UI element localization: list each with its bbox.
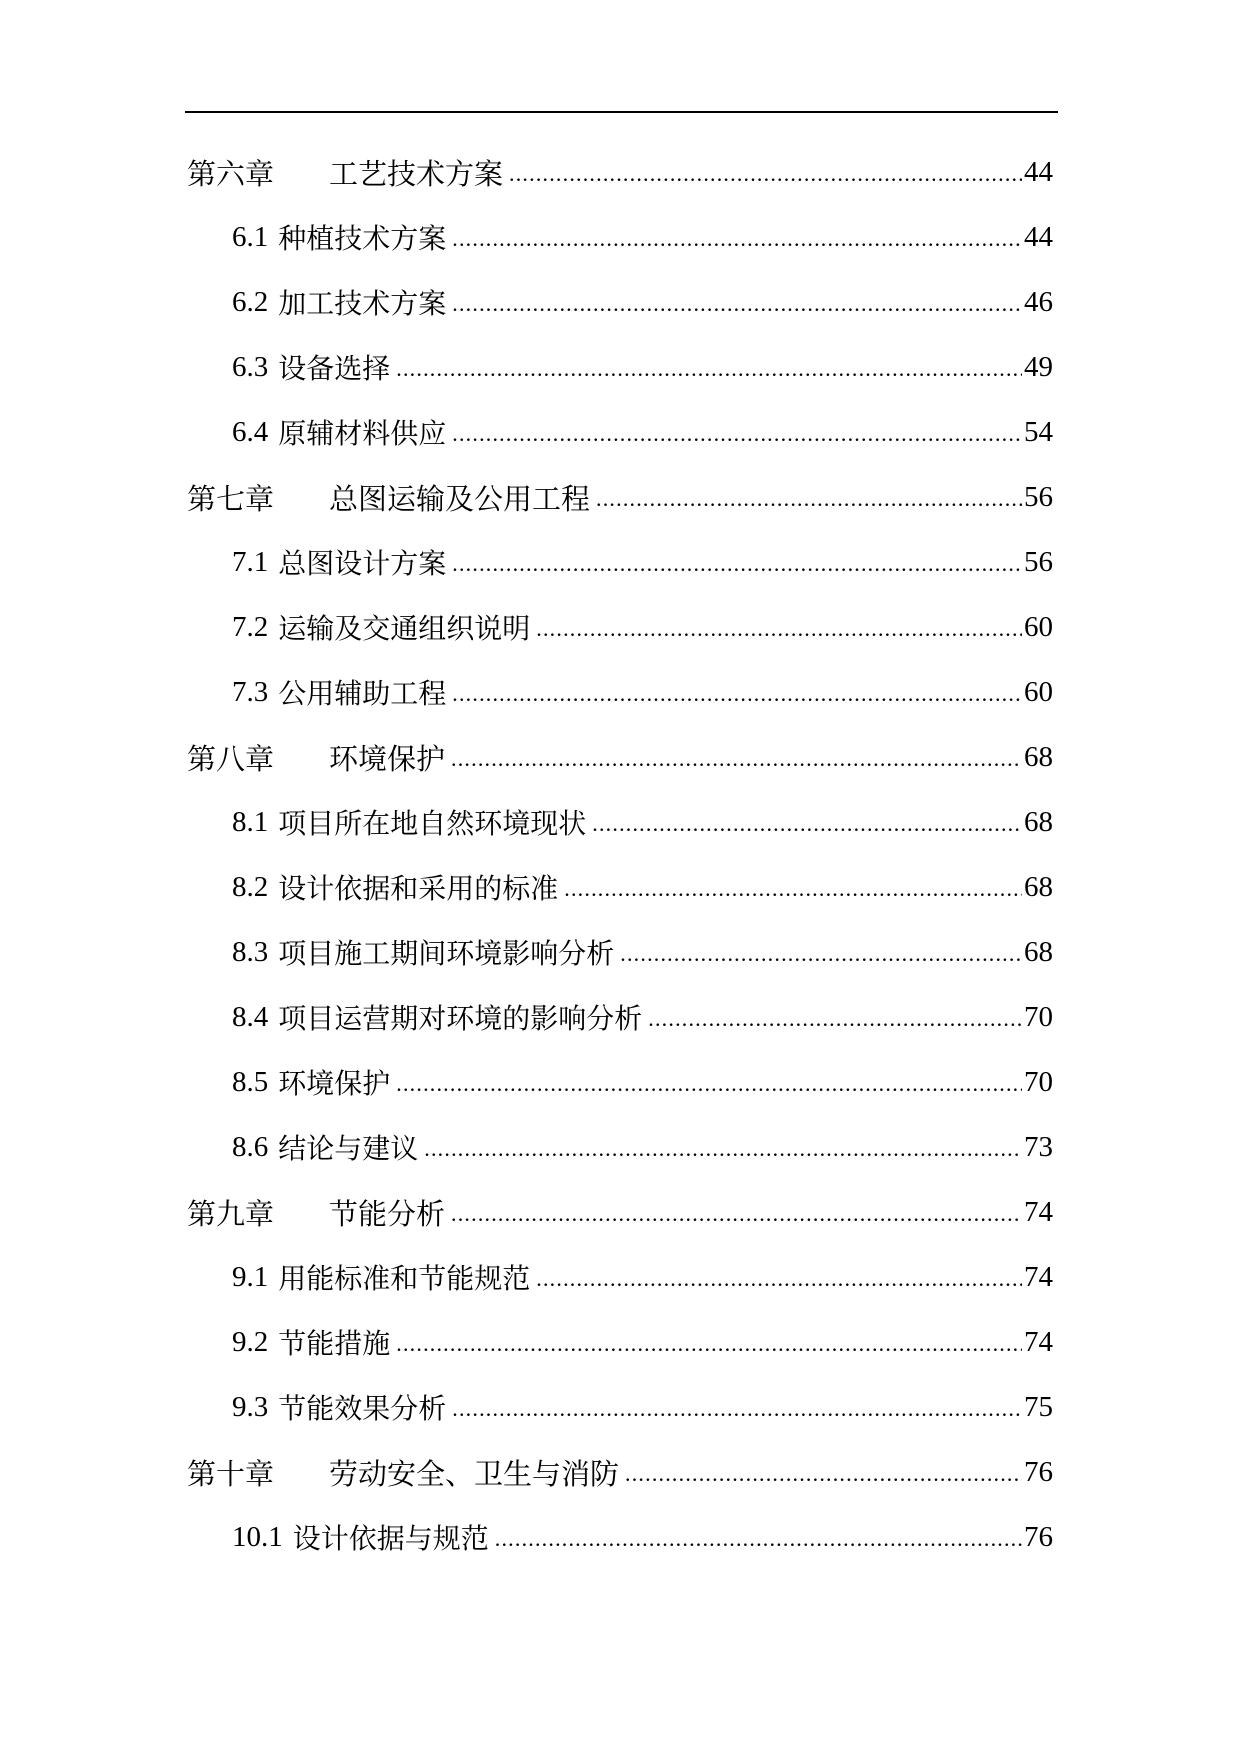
header-rule — [185, 111, 1058, 113]
toc-section-number: 6.2 — [232, 285, 269, 318]
toc-entry-title: 项目运营期对环境的影响分析 — [278, 1002, 643, 1035]
toc-section-entry[interactable] — [232, 412, 1053, 452]
toc-section-number: 6.3 — [232, 350, 269, 383]
toc-entry-title: 环境保护 — [329, 741, 446, 776]
toc-section-entry[interactable] — [232, 607, 1053, 647]
toc-dot-leader — [509, 163, 1022, 192]
toc-entry-title: 节能效果分析 — [278, 1392, 447, 1425]
toc-dot-leader — [451, 748, 1022, 777]
toc-dot-leader — [452, 228, 1022, 257]
toc-page-number: 44 — [1024, 220, 1053, 253]
toc-chapter-entry[interactable] — [187, 477, 1053, 517]
toc-dot-leader — [452, 683, 1022, 712]
toc-chapter-entry[interactable] — [187, 1192, 1053, 1232]
toc-section-number: 6.1 — [232, 220, 269, 253]
toc-entry-title: 运输及交通组织说明 — [278, 612, 531, 645]
toc-dot-leader — [396, 1073, 1022, 1102]
toc-page-number: 74 — [1024, 1195, 1053, 1228]
toc-page-number: 73 — [1024, 1130, 1053, 1163]
toc-section-number: 8.4 — [232, 1000, 269, 1033]
toc-page-number: 68 — [1024, 805, 1053, 838]
toc-page-number: 56 — [1024, 545, 1053, 578]
toc-page-number: 56 — [1024, 480, 1053, 513]
toc-section-entry[interactable] — [232, 802, 1053, 842]
toc-entry-title: 加工技术方案 — [278, 287, 447, 320]
toc-page-number: 46 — [1024, 285, 1053, 318]
toc-section-entry[interactable] — [232, 932, 1053, 972]
toc-page-number: 44 — [1024, 155, 1053, 188]
toc-dot-leader — [452, 423, 1022, 452]
toc-page-number: 76 — [1024, 1455, 1053, 1488]
toc-page-number: 60 — [1024, 675, 1053, 708]
toc-dot-leader — [424, 1138, 1022, 1167]
toc-entry-title: 工艺技术方案 — [329, 156, 504, 191]
toc-section-entry[interactable] — [232, 217, 1053, 257]
toc-section-entry[interactable] — [232, 1127, 1053, 1167]
toc-dot-leader — [592, 813, 1022, 842]
toc-section-number: 10.1 — [232, 1520, 283, 1553]
toc-section-entry[interactable] — [232, 347, 1053, 387]
toc-section-entry[interactable] — [232, 1257, 1053, 1297]
toc-chapter-entry[interactable] — [187, 1452, 1053, 1492]
toc-section-number: 9.1 — [232, 1260, 269, 1293]
toc-page-number: 68 — [1024, 935, 1053, 968]
toc-entry-title: 用能标准和节能规范 — [278, 1262, 531, 1295]
toc-chapter-number: 第九章 — [187, 1196, 275, 1231]
toc-section-number: 8.5 — [232, 1065, 269, 1098]
toc-section-entry[interactable] — [232, 542, 1053, 582]
toc-dot-leader — [536, 618, 1022, 647]
toc-dot-leader — [536, 1268, 1022, 1297]
toc-entry-title: 总图运输及公用工程 — [329, 481, 591, 516]
toc-section-number: 8.6 — [232, 1130, 269, 1163]
toc-section-number: 7.1 — [232, 545, 269, 578]
toc-entry-title: 设计依据与规范 — [292, 1522, 489, 1555]
toc-entry-title: 劳动安全、卫生与消防 — [329, 1456, 620, 1491]
toc-section-entry[interactable] — [232, 1387, 1053, 1427]
toc-dot-leader — [648, 1008, 1022, 1037]
toc-entry-title: 公用辅助工程 — [278, 677, 447, 710]
toc-entry-title: 结论与建议 — [278, 1132, 419, 1165]
toc-page-number: 49 — [1024, 350, 1053, 383]
toc-dot-leader — [596, 488, 1022, 517]
toc-page-number: 70 — [1024, 1000, 1053, 1033]
toc-entry-title: 节能措施 — [278, 1327, 391, 1360]
toc-page-number: 54 — [1024, 415, 1053, 448]
toc-section-number: 9.3 — [232, 1390, 269, 1423]
toc-page-number: 60 — [1024, 610, 1053, 643]
toc-entry-title: 环境保护 — [278, 1067, 391, 1100]
toc-chapter-number: 第七章 — [187, 481, 275, 516]
toc-section-entry[interactable] — [232, 997, 1053, 1037]
toc-page-number: 75 — [1024, 1390, 1053, 1423]
toc-chapter-entry[interactable] — [187, 737, 1053, 777]
toc-section-entry[interactable] — [232, 282, 1053, 322]
toc-entry-title: 总图设计方案 — [278, 547, 447, 580]
toc-section-entry[interactable] — [232, 1062, 1053, 1102]
toc-dot-leader — [620, 943, 1022, 972]
toc-section-entry[interactable] — [232, 1322, 1053, 1362]
toc-dot-leader — [625, 1463, 1022, 1492]
toc-section-number: 8.1 — [232, 805, 269, 838]
toc-entry-title: 原辅材料供应 — [278, 417, 447, 450]
toc-section-number: 7.2 — [232, 610, 269, 643]
toc-entry-title: 项目所在地自然环境现状 — [278, 807, 587, 840]
toc-dot-leader — [451, 1203, 1022, 1232]
toc-section-number: 6.4 — [232, 415, 269, 448]
toc-entry-title: 设备选择 — [278, 352, 391, 385]
toc-dot-leader — [452, 553, 1022, 582]
toc-chapter-number: 第六章 — [187, 156, 275, 191]
toc-chapter-number: 第十章 — [187, 1456, 275, 1491]
toc-chapter-entry[interactable] — [187, 152, 1053, 192]
toc-section-entry[interactable] — [232, 672, 1053, 712]
toc-entry-title: 设计依据和采用的标准 — [278, 872, 559, 905]
toc-section-entry[interactable] — [232, 867, 1053, 907]
toc-page-number: 76 — [1024, 1520, 1053, 1553]
toc-page-number: 74 — [1024, 1260, 1053, 1293]
toc-section-number: 7.3 — [232, 675, 269, 708]
toc-entry-title: 种植技术方案 — [278, 222, 447, 255]
toc-dot-leader — [452, 293, 1022, 322]
toc-dot-leader — [452, 1398, 1022, 1427]
toc-chapter-number: 第八章 — [187, 741, 275, 776]
toc-entry-title: 项目施工期间环境影响分析 — [278, 937, 615, 970]
toc-section-number: 8.3 — [232, 935, 269, 968]
toc-section-number: 9.2 — [232, 1325, 269, 1358]
toc-page-number: 68 — [1024, 870, 1053, 903]
toc-dot-leader — [564, 878, 1022, 907]
toc-section-entry[interactable] — [232, 1517, 1053, 1557]
toc-page-number: 70 — [1024, 1065, 1053, 1098]
toc-entry-title: 节能分析 — [329, 1196, 446, 1231]
toc-dot-leader — [495, 1528, 1022, 1557]
toc-page-number: 74 — [1024, 1325, 1053, 1358]
toc-dot-leader — [396, 1333, 1022, 1362]
toc-dot-leader — [396, 358, 1022, 387]
toc-page-number: 68 — [1024, 740, 1053, 773]
toc-section-number: 8.2 — [232, 870, 269, 903]
